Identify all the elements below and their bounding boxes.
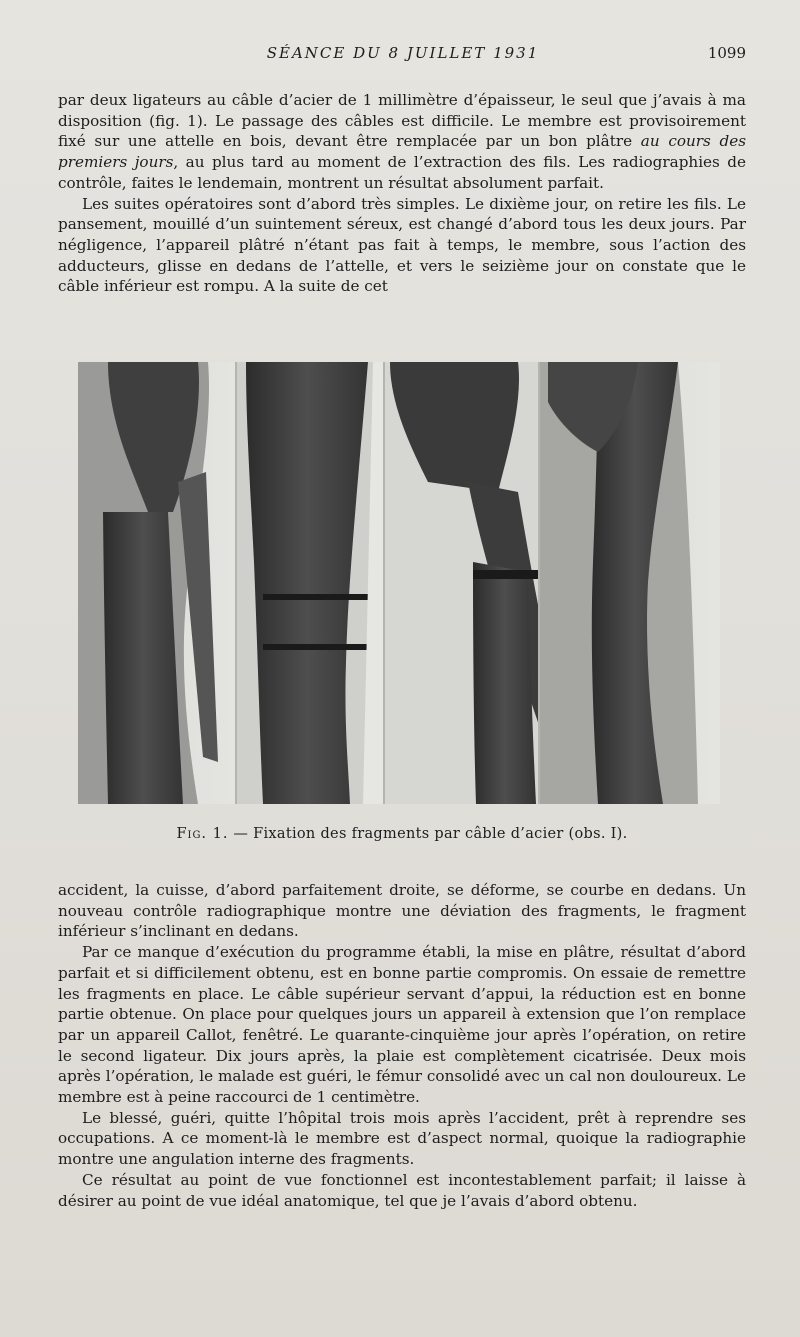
bone-shaft-lower [473, 562, 536, 804]
steel-cable [263, 644, 375, 650]
radiograph-image [78, 362, 720, 804]
figure-caption-text: — Fixation des fragments par câble d’acier (obs. I). [228, 826, 628, 842]
figure-label: Fig. 1. [176, 826, 229, 842]
paragraph: Les suites opératoires sont d’abord très simples. Le dixième jour, on retire les fils. Le pansement, mouillé d’un suintement séreux, est changé d’abord tous les deux jours. Par négligence, l’appareil plâtré n’étant pas fait à temps, le membre, sous l’action des adducteurs, glisse en dedans de l’attelle, et vers le seizième jour on constate que le câble inférieur est rompu. A la suite de cet [58, 194, 746, 296]
page-number: 1099 [707, 44, 746, 62]
radiograph-figure [78, 362, 720, 804]
steel-cable [263, 594, 375, 600]
paragraph-text: par deux ligateurs au câble d’acier de 1 millimètre d’épaisseur, le seul que j’avais à ma disposition (fig. 1). Le passage des câbles est difficile. Le membre est provisoirement fixé sur une attelle en bois, devant être remplacée par un bon plâtre [58, 91, 746, 151]
paragraph: Le blessé, guéri, quitte l’hôpital trois mois après l’accident, prêt à reprendre ses occupations. A ce moment-là le membre est d’aspect normal, quoique la radiographie montre une angulation interne des fragments. [58, 1108, 746, 1169]
text-block-top [58, 90, 746, 297]
running-head [60, 44, 746, 66]
paragraph [58, 90, 746, 194]
italic-phrase: au cours des premiers jours [58, 132, 747, 172]
paragraph: Par ce manque d’exécution du programme établi, la mise en plâtre, résultat d’abord parfait et si difficilement obtenu, est en bonne partie compromis. On essaie de remettre les fragments en place. Le câble supérieur servant d’appui, la réduction est en bonne partie obtenue. On place pour quelques jours un appareil à extension que l’on remplace par un appareil Callot, fenêtré. Le quarante-cinquième jour après l’opération, on retire le second ligateur. Dix jours après, la plaie est complètement cicatrisée. Deux mois après l’opération, le malade est guéri, le fémur consolidé avec un cal non douloureux. Le membre est à peine raccourci de 1 centimètre. [58, 943, 746, 1107]
figure-caption [58, 826, 746, 842]
paragraph: accident, la cuisse, d’abord parfaitement droite, se déforme, se courbe en dedans. Un nouveau contrôle radiographique montre une déviation des fragments, le fragment inférieur s’inclinant en dedans. [58, 881, 746, 941]
running-title: SÉANCE DU 8 JUILLET 1931 [266, 44, 540, 62]
paragraph: Ce résultat au point de vue fonctionnel est incontestablement parfait; il laisse à désirer au point de vue idéal anatomique, tel que je l’avais d’abord obtenu. [58, 1170, 746, 1210]
text-block-bottom [58, 880, 746, 1211]
paragraph-text: , au plus tard au moment de l’extraction des fils. Les radiographies de contrôle, faites le lendemain, montrent un résultat absolument parfait. [58, 153, 746, 192]
